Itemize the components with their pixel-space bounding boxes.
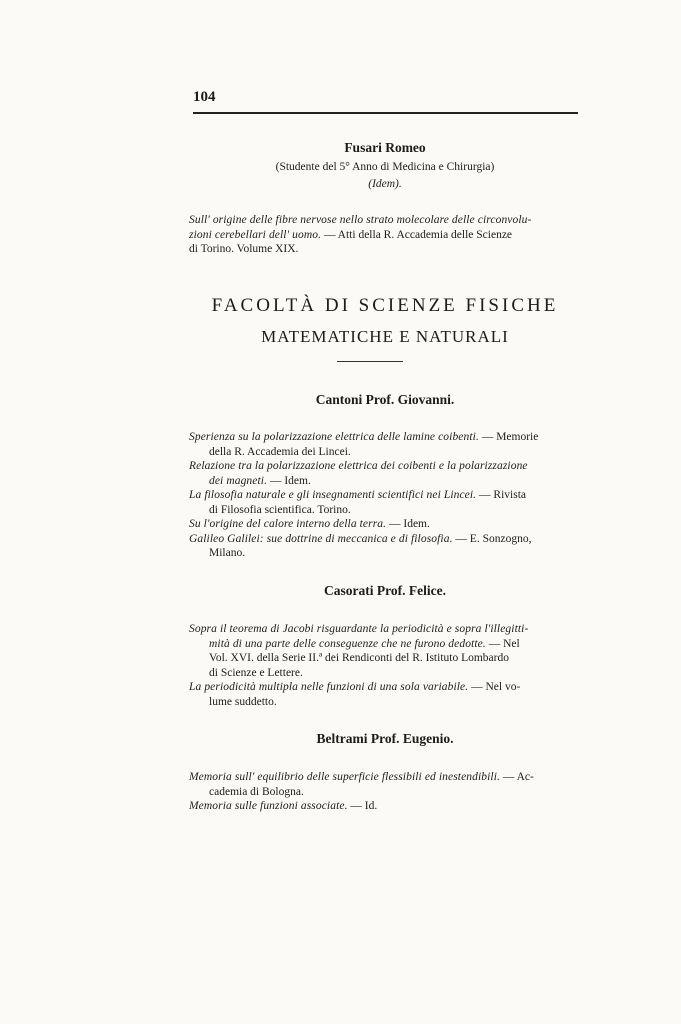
entry-title: La filosofia naturale e gli insegnamenti scientifici nei Lincei.	[189, 489, 477, 501]
entry-title-cont: dei magneti.	[209, 474, 268, 487]
entry-source-cont: Milano.	[209, 547, 246, 559]
entry-cont	[189, 637, 582, 652]
author-ref: (Idem).	[368, 178, 402, 190]
person-beltrami: Beltrami Prof. Eugenio.	[316, 731, 454, 746]
entry-source: — Atti della R. Accademia delle Scienze	[321, 228, 513, 241]
entry-source: — Id.	[347, 800, 378, 812]
entry-source-cont: cademia di Bologna.	[209, 785, 304, 798]
entry-cont	[189, 474, 582, 489]
person-cantoni: Cantoni Prof. Giovanni.	[315, 392, 455, 407]
entry-source: — Nel	[485, 637, 520, 650]
list-item	[189, 680, 582, 709]
entry-title: Sperienza su la polarizzazione elettrica delle lamine coibenti.	[189, 431, 479, 443]
author-fusari: Fusari Romeo	[344, 140, 426, 155]
entry-title: Relazione tra la polarizzazione elettrica dei coibenti e la polarizzazione	[189, 460, 528, 472]
entry-list-casorati	[189, 622, 582, 709]
entry-source: — Ac-	[499, 771, 534, 783]
list-item	[189, 488, 582, 517]
list-item	[189, 430, 582, 459]
author-note: (Studente del 5° Anno di Medicina e Chirurgia)	[275, 161, 495, 173]
entry-title: Su l'origine del calore interno della terra.	[189, 518, 387, 530]
entry-source: — Idem.	[386, 518, 430, 530]
entry-source: — Nel vo-	[468, 681, 521, 693]
entry-list-cantoni	[189, 430, 582, 561]
entry-source-cont: Vol. XVI. della Serie II.ª dei Rendiconti del R. Istituto Lombardo	[209, 652, 509, 664]
person-casorati: Casorati Prof. Felice.	[324, 583, 446, 598]
entry-source-cont: lume suddetto.	[209, 695, 277, 708]
entry-title: Sull' origine delle fibre nervose nello strato molecolare delle circonvolu-	[189, 214, 532, 226]
entry-title-cont: zioni cerebellari dell' uomo.	[189, 228, 322, 241]
entry-source-cont: di Torino. Volume XIX.	[189, 243, 299, 255]
entry-title: Memoria sull' equilibrio delle superficie flessibili ed inestendibili.	[189, 771, 500, 783]
list-item	[189, 459, 582, 488]
faculty-heading-line2: MATEMATICHE E NATURALI	[261, 327, 509, 346]
entry-source: — Memorie	[478, 431, 539, 443]
entry-source: — Idem.	[267, 474, 311, 487]
entry-title-cont: mità di una parte delle conseguenze che ne furono dedotte.	[209, 637, 486, 650]
list-item	[189, 770, 582, 799]
page-number: 104	[193, 89, 216, 105]
section-divider	[337, 361, 403, 362]
entry-source-cont: di Filosofia scientifica. Torino.	[209, 503, 351, 516]
list-item	[189, 532, 582, 561]
entry-title: Galileo Galilei: sue dottrine di meccanica e di filosofia.	[189, 532, 453, 545]
entry-title: Sopra il teorema di Jacobi risguardante la periodicità e sopra l'illegitti-	[189, 623, 529, 635]
entry-source: — Rivista	[476, 489, 527, 501]
header-rule	[193, 112, 578, 114]
entry-source-cont: di Scienze e Lettere.	[209, 666, 303, 679]
list-item	[189, 517, 582, 532]
list-item	[189, 799, 582, 814]
bibliography-entry	[189, 213, 582, 257]
entry-title: Memoria sulle funzioni associate.	[189, 800, 348, 812]
entry-source-cont: della R. Accademia dei Lincei.	[209, 445, 351, 458]
faculty-heading-line1: FACOLTÀ DI SCIENZE FISICHE	[211, 295, 559, 316]
list-item	[189, 622, 582, 680]
entry-list-beltrami	[189, 770, 582, 814]
entry-title: La periodicità multipla nelle funzioni di una sola variabile.	[189, 681, 469, 693]
entry-source: — E. Sonzogno,	[452, 532, 532, 545]
